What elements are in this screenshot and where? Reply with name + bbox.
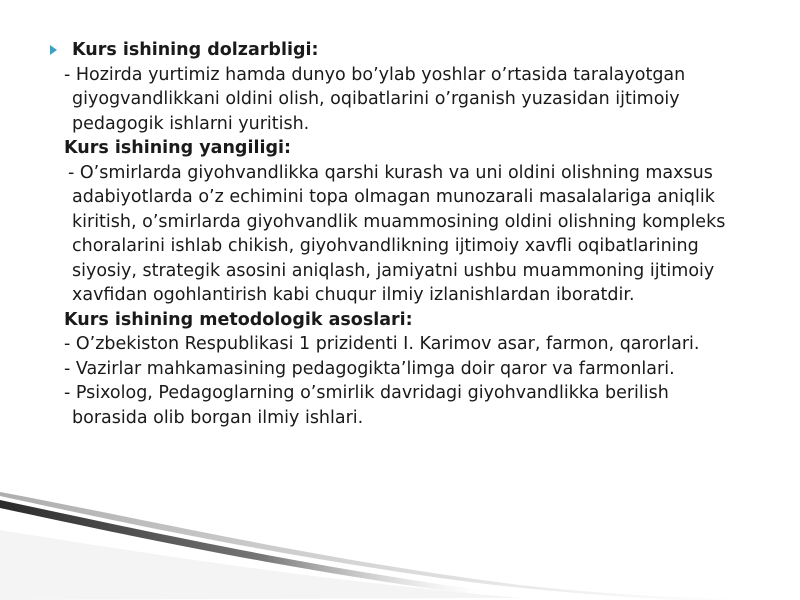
methodology-item: - Psixolog, Pedagoglarning o’smirlik davridagi giyohvandlikka berilish borasida olib borgan ilmiy ishlari.	[64, 383, 669, 428]
relevance-text: - Hozirda yurtimiz hamda dunyo bo’ylab yoshlar o’rtasida taralayotgan giyogvandlikkani oldini olish, oqibatlarini o’rganish yuzasidan ijtimoiy pedagogik ishlarni yuritish.	[64, 64, 686, 134]
novelty-text: - O’smirlarda giyohvandlikka qarshi kurash va uni oldini olishning maxsus adabiyotlarda o’z echimini topa olmagan munozarali masalalariga aniqlik kiritish, o’smirlarda giyohvandlik muammosining oldini olishning kompleks choralarini ishlab chikish, giyohvandlikning ijtimoiy xavfli oqibatlarining siyosiy, strategik asosini aniqlash, jamiyatni ushbu muammoning ijtimoiy xavfidan ogohlantirish kabi chuqur ilmiy izlanishlardan iboratdir.	[68, 162, 726, 305]
slide-content	[50, 38, 770, 430]
methodology-item: - Vazirlar mahkamasining pedagogikta’limga doir qaror va farmonlari.	[64, 358, 675, 379]
relevance-heading-line	[50, 38, 770, 63]
methodology-heading: Kurs ishining metodologik asoslari:	[64, 309, 413, 330]
novelty-heading: Kurs ishining yangiligi:	[64, 138, 291, 158]
methodology-item: - O’zbekiston Respublikasi 1 prizidenti I. Karimov asar, farmon, qarorlari.	[64, 334, 700, 354]
bullet-arrow-icon	[50, 45, 57, 55]
relevance-heading: Kurs ishining dolzarbligi:	[72, 40, 319, 60]
